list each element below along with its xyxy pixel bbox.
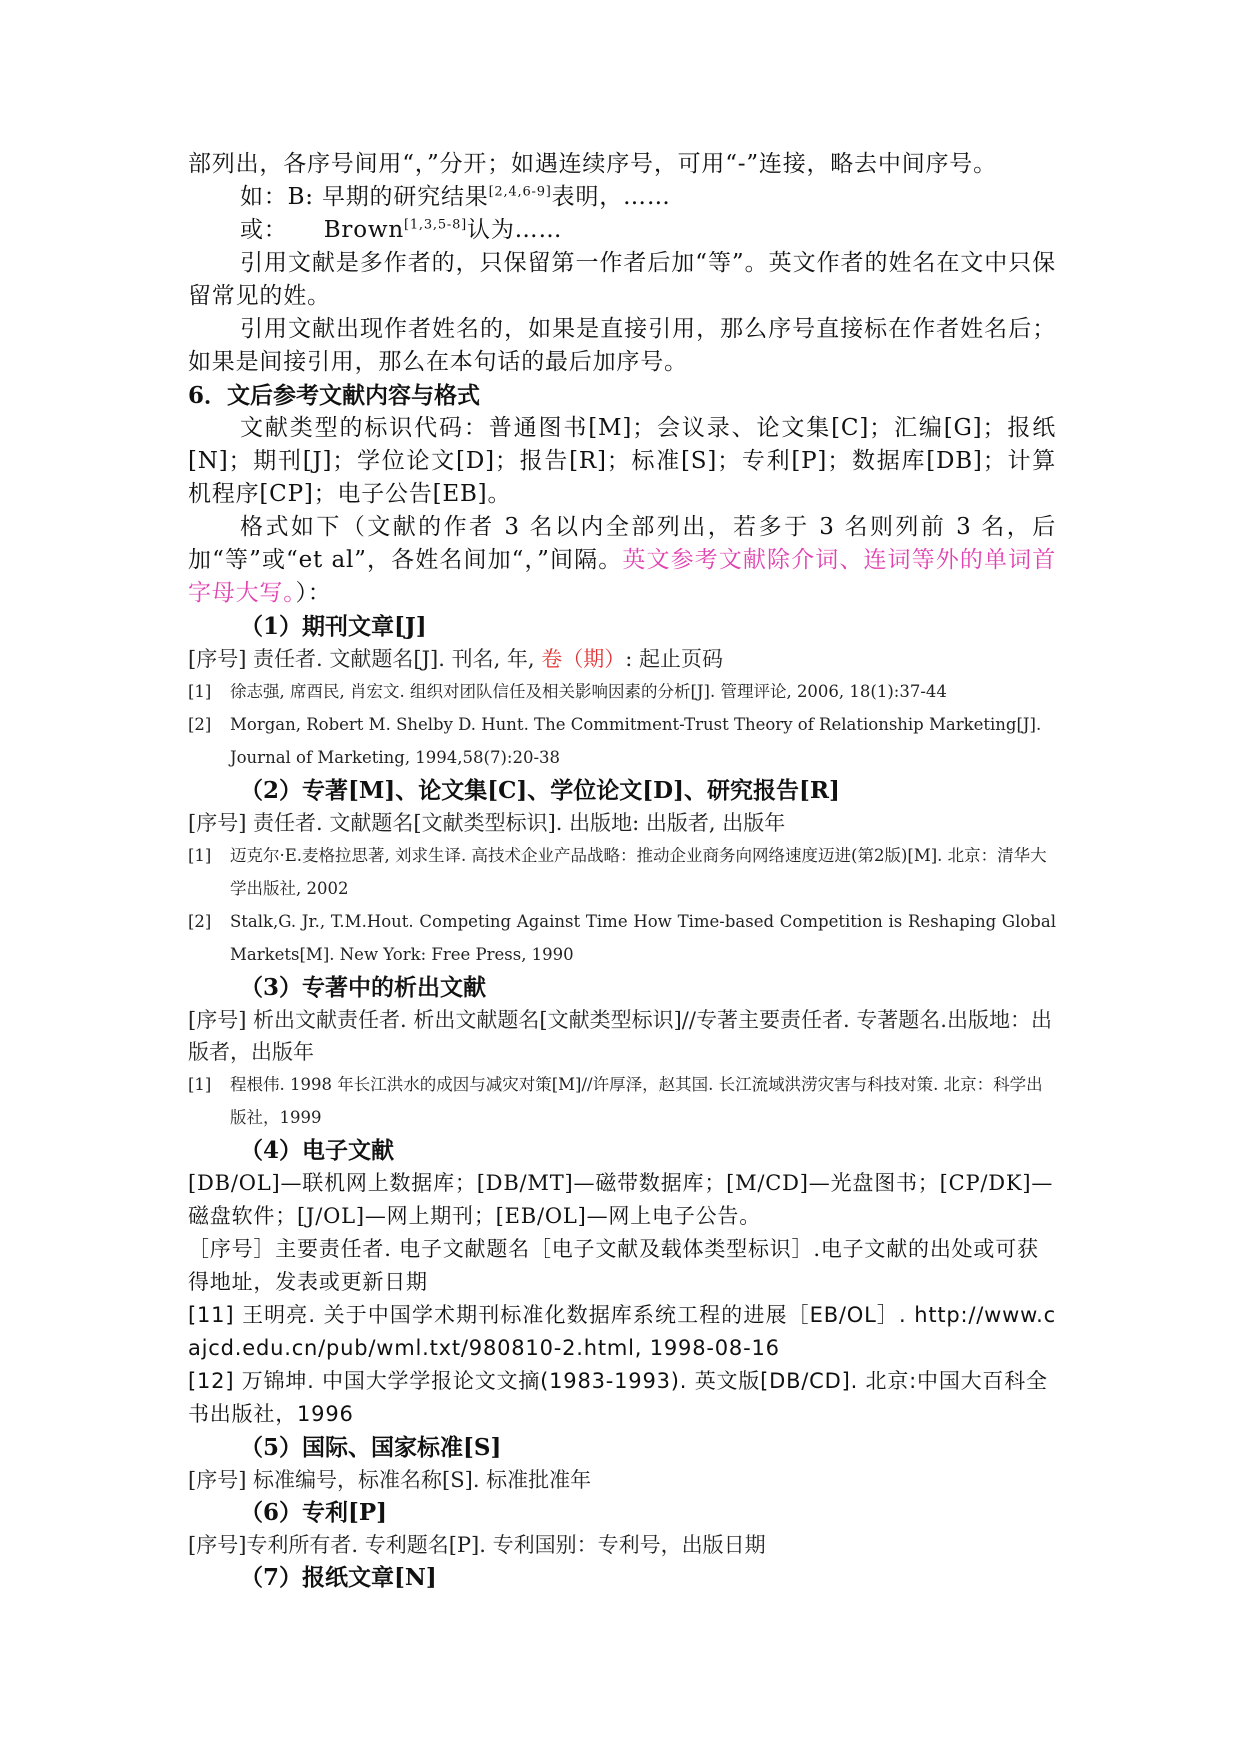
- reference-item: [188, 708, 1056, 774]
- example-2-tail: 认为……: [467, 217, 563, 243]
- example-2-text: 或： Brown: [240, 217, 404, 243]
- reference-item: [12] 万锦坤. 中国大学学报论文文摘(1983-1993). 英文版[DB/CD]. 北京:中国大百科全书出版社，1996: [188, 1369, 1048, 1426]
- reference-number: [1]: [188, 1075, 212, 1094]
- subheading-monograph: （2）专著[M]、论文集[C]、学位论文[D]、研究报告[R]: [240, 777, 840, 804]
- subheading-extracted: （3）专著中的析出文献: [240, 974, 487, 1001]
- reference-item: [188, 675, 1056, 708]
- format-electronic: ［序号］主要责任者. 电子文献题名［电子文献及载体类型标识］.电子文献的出处或可获得地址，发表或更新日期: [188, 1237, 1039, 1294]
- reference-text: Stalk,G. Jr., T.M.Hout. Competing Against Time How Time-based Competition is Reshaping Global Markets[M]. New York: Free Press, 1990: [230, 912, 1056, 964]
- reference-text: 迈克尔·E.麦格拉思著, 刘求生译. 高技术企业产品战略：推动企业商务向网络速度迈进(第2版)[M]. 北京：清华大学出版社, 2002: [230, 846, 1047, 898]
- reference-item: [11] 王明亮. 关于中国学术期刊标准化数据库系统工程的进展［EB/OL］. http://www.cajcd.edu.cn/pub/wml.txt/980810-2.html, 1998-08-16: [188, 1303, 1056, 1360]
- format-journal-pages: : 起止页码: [625, 647, 724, 671]
- format-journal-volume: 卷（期）: [541, 647, 626, 671]
- reference-item: [188, 1068, 1056, 1134]
- reference-number: [1]: [188, 682, 212, 701]
- subheading-standard: （5）国际、国家标准[S]: [240, 1434, 502, 1461]
- paragraph-author-name: 引用文献出现作者姓名的，如果是直接引用，那么序号直接标在作者姓名后；如果是间接引用，那么在本句话的最后加序号。: [188, 316, 1056, 375]
- format-journal-text: [序号] 责任者. 文献题名[J]. 刊名, 年,: [188, 647, 542, 671]
- subheading-patent: （6）专利[P]: [240, 1499, 388, 1526]
- format-extracted: [序号] 析出文献责任者. 析出文献题名[文献类型标识]//专著主要责任者. 专著题名.出版地：出版者，出版年: [188, 1008, 1052, 1064]
- example-1-text: 如：B: 早期的研究结果: [240, 184, 489, 210]
- format-note-highlight: 英文参考文献除介词、连词等外的单词首字母大写。: [188, 547, 1057, 606]
- paragraph-citation-rules: 部列出，各序号间用“，”分开；如遇连续序号，可用“-”连接，略去中间序号。: [188, 151, 997, 177]
- format-note-tail: ）：: [295, 580, 332, 606]
- format-journal: [188, 643, 1056, 675]
- reference-text: Morgan, Robert M. Shelby D. Hunt. The Commitment-Trust Theory of Relationship Marketing[J]. Journal of Marketing, 1994,58(7):20-38: [230, 715, 1042, 767]
- reference-number: [2]: [188, 912, 212, 931]
- format-patent: [序号]专利所有者. 专利题名[P]. 专利国别：专利号，出版日期: [188, 1533, 766, 1557]
- reference-number: [2]: [188, 715, 212, 734]
- subheading-electronic: （4）电子文献: [240, 1137, 395, 1164]
- reference-item: [188, 839, 1056, 905]
- paragraph-format: [188, 511, 1056, 610]
- reference-text: 徐志强, 席酉民, 肖宏文. 组织对团队信任及相关影响因素的分析[J]. 管理评论, 2006, 18(1):37-44: [230, 682, 947, 701]
- format-note: 格式如下（文献的作者 3 名以内全部列出，若多于 3 名则列前 3 名，后加“等”或“et al”，各姓名间加“，”间隔。: [188, 514, 1056, 573]
- section-heading-6: 6．文后参考文献内容与格式: [188, 382, 481, 409]
- subheading-journal: （1）期刊文章[J]: [240, 613, 427, 640]
- example-line-2: [188, 214, 1056, 247]
- electronic-types: [DB/OL]—联机网上数据库；[DB/MT]—磁带数据库；[M/CD]—光盘图书；[CP/DK]—磁盘软件；[J/OL]—网上期刊；[EB/OL]—网上电子公告。: [188, 1171, 1054, 1228]
- example-2-superscript: [1,3,5-8]: [403, 217, 468, 233]
- document-page: [188, 148, 1056, 1594]
- format-standard: [序号] 标准编号，标准名称[S]. 标准批准年: [188, 1468, 592, 1492]
- reference-item: [188, 905, 1056, 971]
- example-line-1: [188, 181, 1056, 214]
- paragraph-multi-author: 引用文献是多作者的，只保留第一作者后加“等”。英文作者的姓名在文中只保留常见的姓。: [188, 250, 1056, 309]
- paragraph-type-codes: 文献类型的标识代码：普通图书[M]；会议录、论文集[C]；汇编[G]；报纸[N]；期刊[J]；学位论文[D]；报告[R]；标准[S]；专利[P]；数据库[DB]；计算机程序[CP]；电子公告[EB]。: [188, 415, 1056, 507]
- reference-text: 程根伟. 1998 年长江洪水的成因与减灾对策[M]//许厚泽，赵其国. 长江流域洪涝灾害与科技对策. 北京：科学出版社，1999: [230, 1075, 1043, 1127]
- reference-number: [1]: [188, 846, 212, 865]
- format-monograph: [序号] 责任者. 文献题名[文献类型标识]. 出版地: 出版者, 出版年: [188, 811, 786, 835]
- example-1-tail: 表明，……: [551, 184, 671, 210]
- example-1-superscript: [2,4,6-9]: [488, 184, 552, 200]
- subheading-newspaper: （7）报纸文章[N]: [240, 1564, 437, 1591]
